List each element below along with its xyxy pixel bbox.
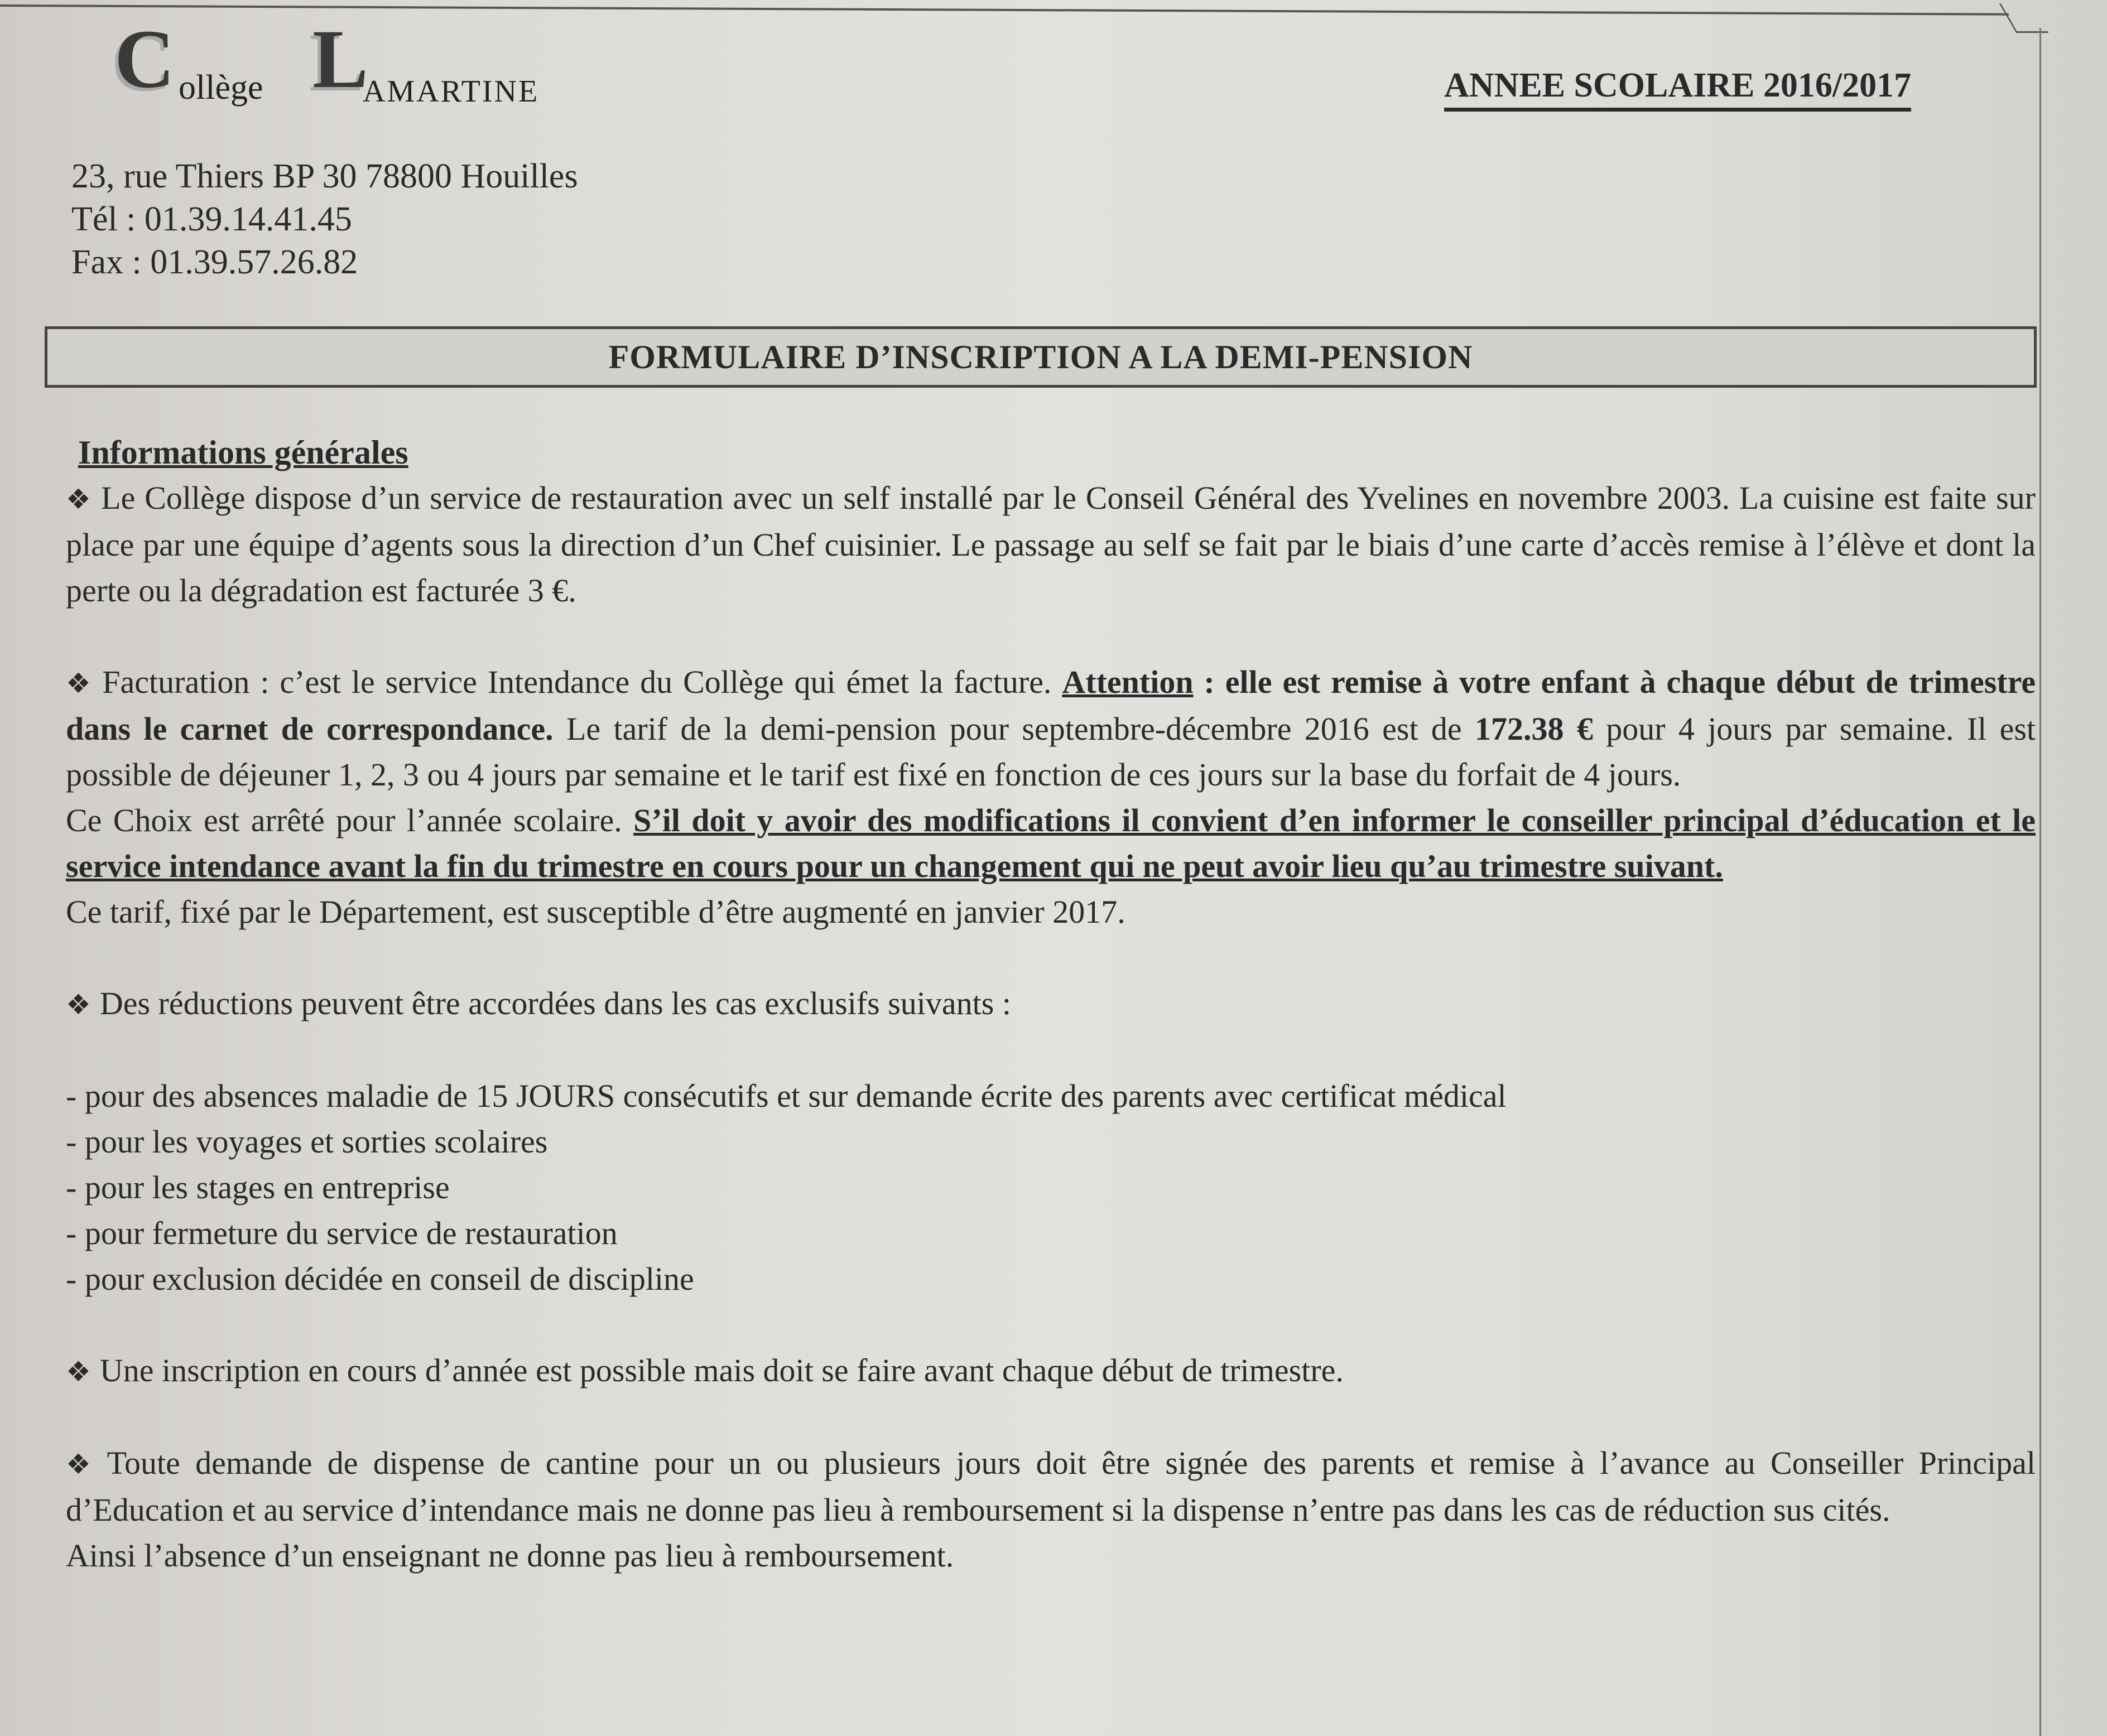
modification-notice: S’il doit y avoir des modifications il convient d’en informer le conseiller principal d’éducation et le service intendance avant la fin du trimestre en cours pour un changement qui ne peut avoir lieu qu’au trimestre suivant. [66,802,2036,884]
price: 172.38 € [1475,711,1593,747]
tariff-note: Ce tarif, fixé par le Département, est susceptible d’être augmenté en janvier 2017. [66,894,1125,930]
paragraph-facturation: ❖ Facturation : c’est le service Intendance du Collège qui émet la facture. Attention : elle est remise à votre enfant à chaque début de trimestre dans le carnet de correspondance. Le tarif de la demi-pension pour septembre-décembre 2016 est de 172.38 € pour 4 jours par semaine. Il est possible de déjeuner 1, 2, 3 ou 4 jours par semaine et le tarif est fixé en fonction de ces jours sur la base du forfait de 4 jours. [66,664,2036,793]
diamond-bullet-icon: ❖ [66,484,93,515]
paragraph-inscription: ❖ Une inscription en cours d’année est possible mais doit se faire avant chaque début de trimestre. [66,1352,1344,1388]
list-item: - pour exclusion décidée en conseil de discipline [66,1261,694,1297]
page-corner-fold [1999,3,2049,33]
list-item: - pour des absences maladie de 15 JOURS consécutifs et sur demande écrite des parents avec certificat médical [66,1078,1507,1114]
paragraph-reductions-intro: ❖ Des réductions peuvent être accordées dans les cas exclusifs suivants : [66,985,1011,1021]
attention-label: Attention [1062,664,1194,700]
logo-word-college: ollège [179,69,263,107]
section-heading: Informations générales [78,434,408,471]
school-logo [61,11,619,112]
address-phone: Tél : 01.39.14.41.45 [71,200,352,238]
document-body [66,430,2036,1579]
reductions-list [66,1073,2036,1302]
dispense-note: Ainsi l’absence d’un enseignant ne donne pas lieu à remboursement. [66,1537,954,1574]
form-title: FORMULAIRE D’INSCRIPTION A LA DEMI-PENSION [608,338,1473,375]
page-edge-right [2039,28,2041,1736]
diamond-bullet-icon: ❖ [66,1449,98,1480]
school-address [71,155,578,284]
diamond-bullet-icon: ❖ [66,1356,91,1387]
logo-word-lamartine: AMARTINE [363,74,540,109]
list-item: - pour les stages en entreprise [66,1169,450,1205]
paragraph-restauration: ❖ Le Collège dispose d’un service de restauration avec un self installé par le Conseil Général des Yvelines en novembre 2003. La cuisine est faite sur place par une équipe d’agents sous la direction d’un Chef cuisinier. Le passage au self se fait par le biais d’une carte d’accès remise à l’élève et dont la perte ou la dégradation est facturée 3 €. [66,480,2036,609]
logo-initial-l: L [312,13,369,105]
diamond-bullet-icon: ❖ [66,668,94,699]
list-item: - pour les voyages et sorties scolaires [66,1123,548,1160]
address-street: 23, rue Thiers BP 30 78800 Houilles [71,157,578,195]
address-fax: Fax : 01.39.57.26.82 [71,243,358,281]
form-title-box [45,326,2037,388]
paragraph-choice: Ce Choix est arrêté pour l’année scolaire. S’il doit y avoir des modifications il convient d’en informer le conseiller principal d’éducation et le service intendance avant la fin du trimestre en cours pour un changement qui ne peut avoir lieu qu’au trimestre suivant. [66,802,2036,884]
school-year: ANNEE SCOLAIRE 2016/2017 [1444,66,1911,112]
diamond-bullet-icon: ❖ [66,989,91,1020]
logo-initial-c: C [114,13,175,105]
list-item: - pour fermeture du service de restauration [66,1215,618,1251]
paragraph-dispense: ❖ Toute demande de dispense de cantine pour un ou plusieurs jours doit être signée des parents et remise à l’avance au Conseiller Principal d’Education et au service d’intendance mais ne donne pas lieu à remboursement si la dispense n’entre pas dans les cas de réduction sus cités. [66,1445,2036,1528]
